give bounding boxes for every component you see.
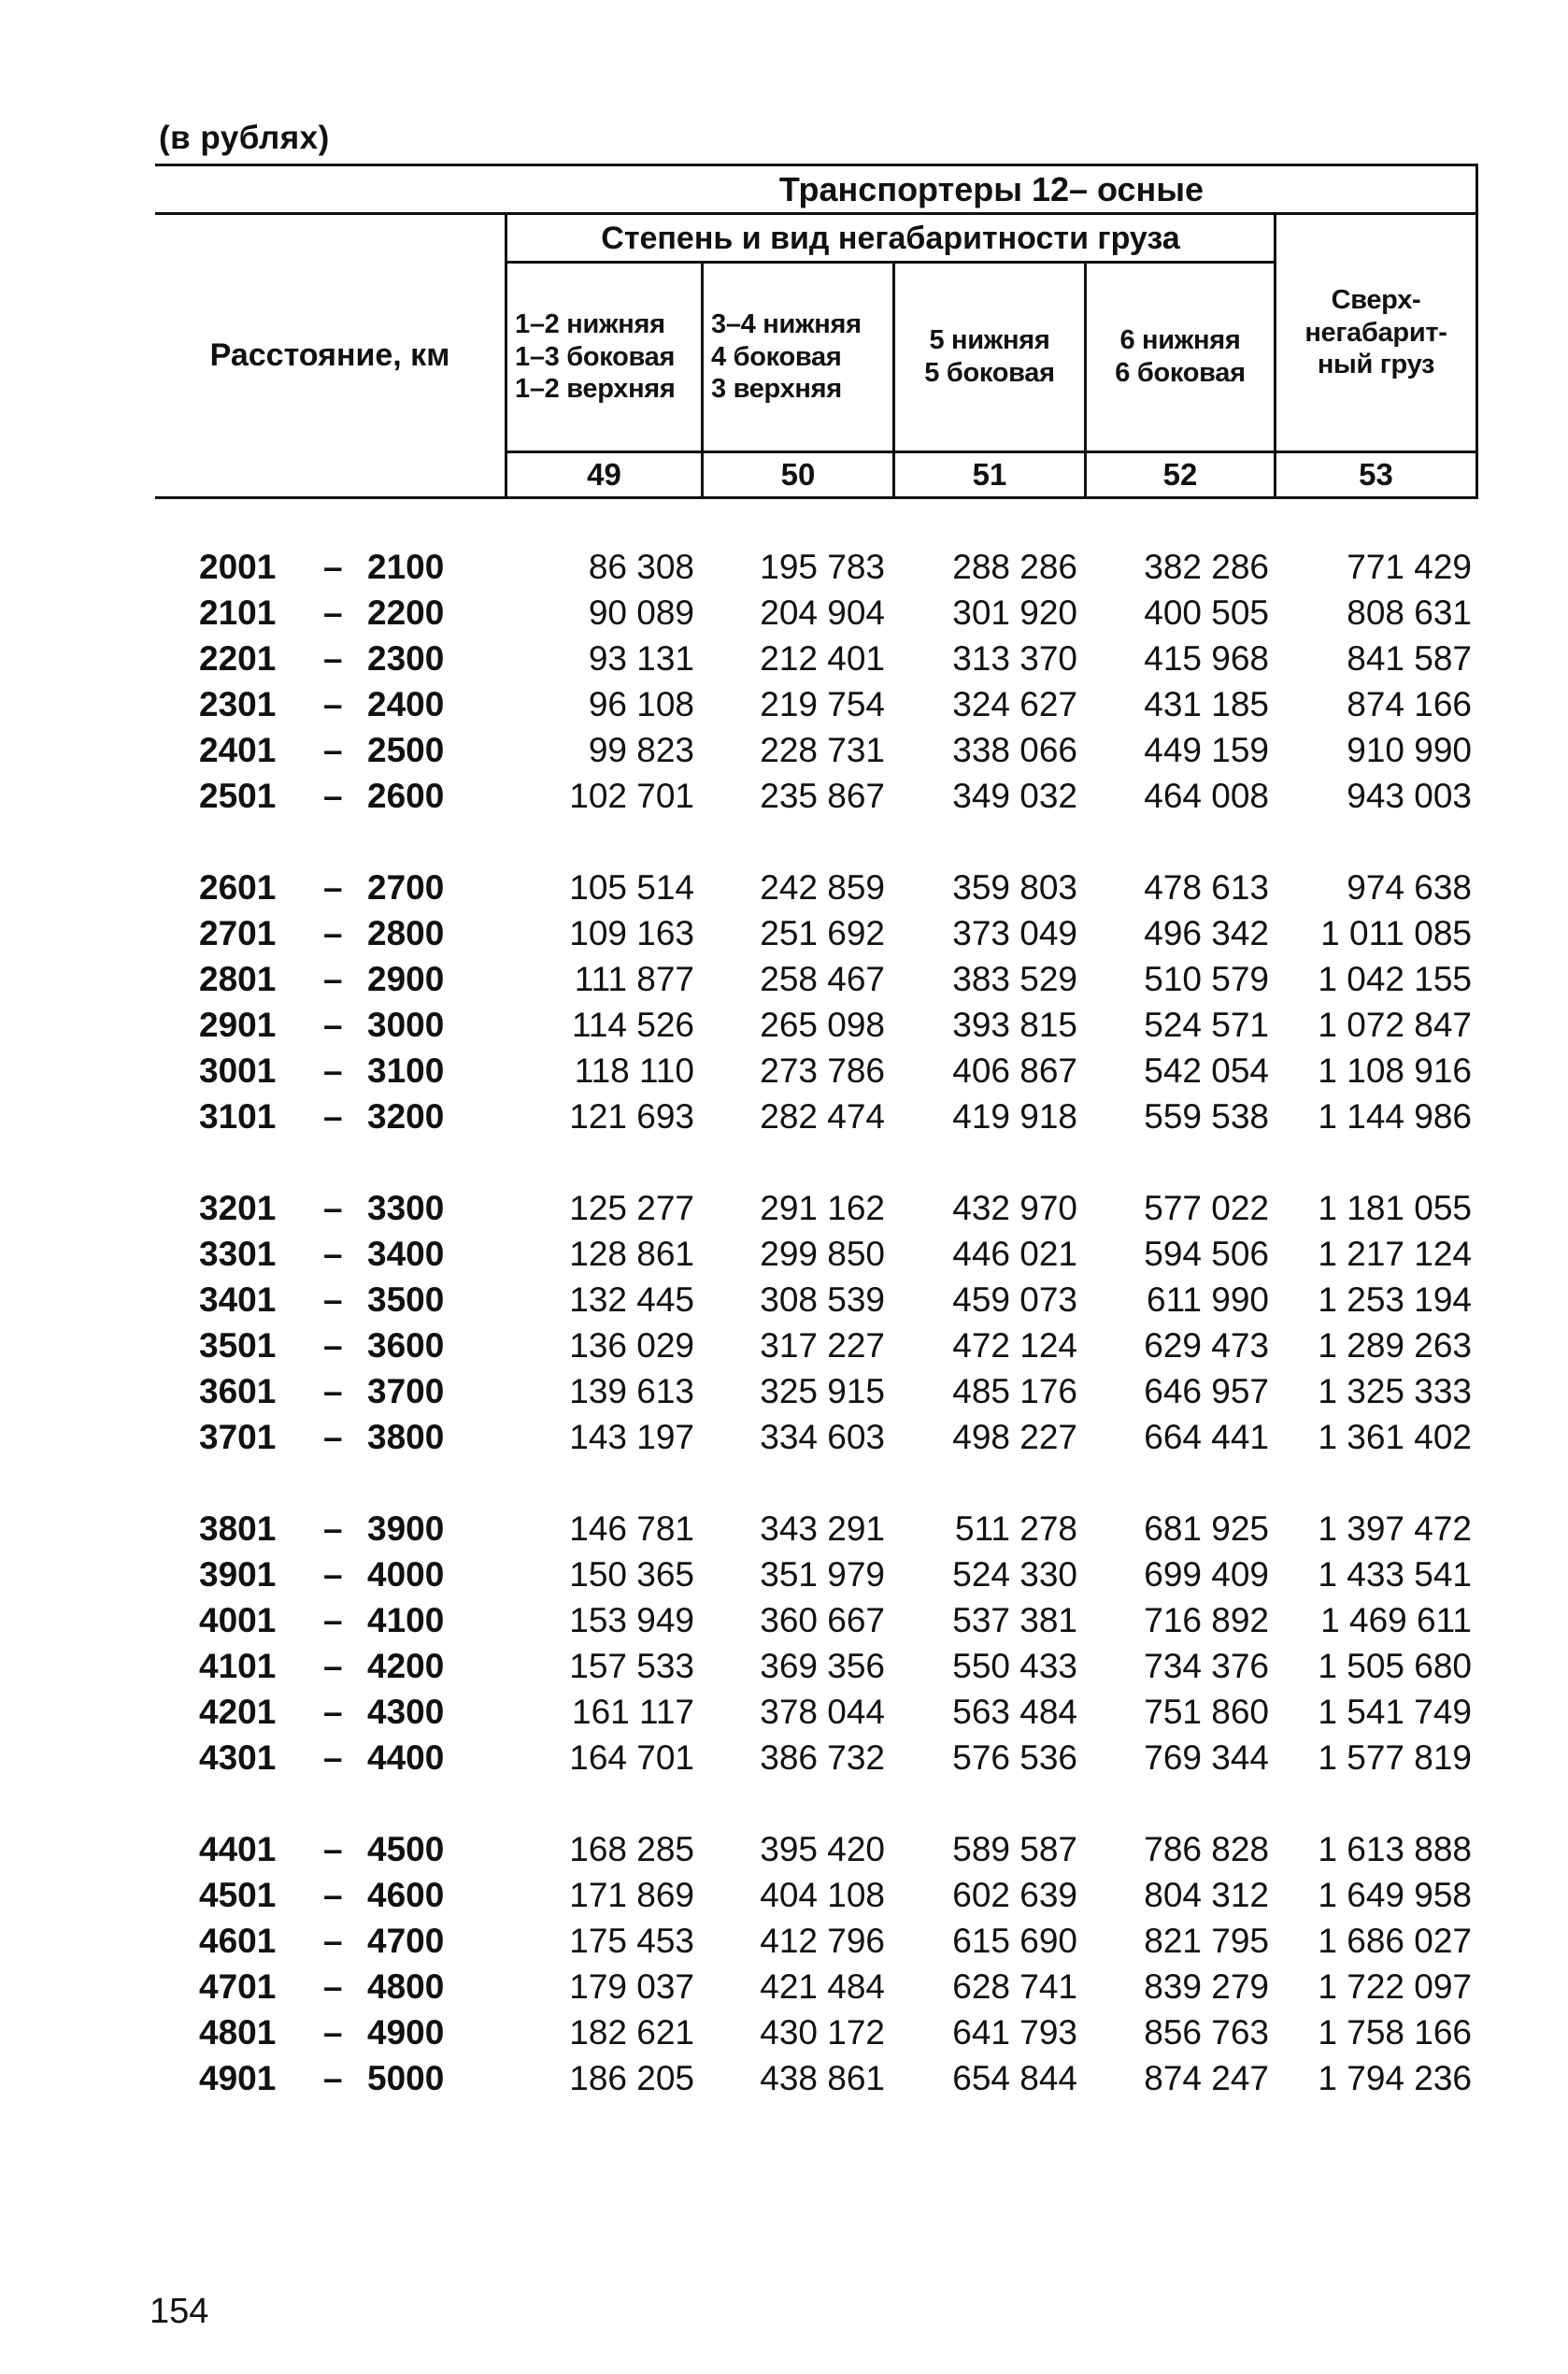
distance-from: 2601 <box>199 868 277 907</box>
tariff-cell-50: 421 484 <box>760 1967 885 2006</box>
tariff-cell-53: 874 166 <box>1347 685 1472 723</box>
distance-to: 2200 <box>367 594 445 632</box>
tariff-cell-53: 1 325 333 <box>1318 1372 1472 1410</box>
distance-from: 3101 <box>199 1097 277 1136</box>
distance-to: 4500 <box>367 1830 445 1868</box>
tariff-cell-51: 537 381 <box>952 1601 1077 1639</box>
distance-dash: – <box>323 1326 343 1365</box>
distance-from: 3501 <box>199 1326 277 1365</box>
distance-to: 4000 <box>367 1555 445 1594</box>
tariff-cell-53: 1 505 680 <box>1318 1647 1472 1685</box>
tariff-cell-51: 485 176 <box>952 1372 1077 1410</box>
distance-dash: – <box>323 777 343 815</box>
tariff-cell-49: 128 861 <box>569 1235 694 1273</box>
distance-from: 4601 <box>199 1922 277 1960</box>
tariff-cell-52: 400 505 <box>1144 594 1269 632</box>
distance-header: Расстояние, км <box>209 337 450 374</box>
tariff-cell-51: 602 639 <box>952 1876 1077 1914</box>
table-row <box>0 865 1568 910</box>
tariff-cell-52: 415 968 <box>1144 639 1269 678</box>
tariff-cell-53: 1 649 958 <box>1318 1876 1472 1914</box>
tariff-cell-53: 1 469 611 <box>1320 1601 1472 1639</box>
distance-dash: – <box>323 960 343 998</box>
tariff-cell-53: 1 722 097 <box>1318 1967 1472 2006</box>
tariff-cell-51: 472 124 <box>952 1326 1077 1365</box>
tariff-cell-50: 265 098 <box>760 1006 885 1044</box>
tariff-cell-51: 288 286 <box>952 548 1077 586</box>
table-row <box>0 1368 1568 1414</box>
tariff-cell-51: 324 627 <box>952 685 1077 723</box>
table-row <box>0 544 1568 590</box>
distance-from: 3401 <box>199 1280 277 1319</box>
tariff-cell-49: 93 131 <box>588 639 694 678</box>
distance-to: 4800 <box>367 1967 445 2006</box>
distance-from: 2001 <box>199 548 277 586</box>
tariff-cell-52: 664 441 <box>1144 1418 1269 1456</box>
tariff-cell-50: 438 861 <box>760 2059 885 2097</box>
tariff-cell-53: 1 433 541 <box>1318 1555 1472 1594</box>
table-row <box>0 681 1568 727</box>
tariff-cell-52: 804 312 <box>1144 1876 1269 1914</box>
distance-from: 4101 <box>199 1647 277 1685</box>
tariff-cell-49: 139 613 <box>569 1372 694 1410</box>
distance-to: 4700 <box>367 1922 445 1960</box>
distance-to: 4300 <box>367 1693 445 1731</box>
distance-from: 4701 <box>199 1967 277 2006</box>
tariff-cell-50: 360 667 <box>760 1601 885 1639</box>
tariff-cell-53: 1 397 472 <box>1318 1509 1472 1548</box>
tariff-cell-50: 251 692 <box>760 914 885 952</box>
distance-to: 3000 <box>367 1006 445 1044</box>
tariff-cell-51: 349 032 <box>952 777 1077 815</box>
distance-dash: – <box>323 1509 343 1548</box>
tariff-cell-50: 235 867 <box>760 777 885 815</box>
distance-dash: – <box>323 685 343 723</box>
table-row <box>0 1094 1568 1139</box>
table-row <box>0 590 1568 636</box>
distance-to: 3900 <box>367 1509 445 1548</box>
tariff-cell-52: 496 342 <box>1144 914 1269 952</box>
tariff-cell-53: 1 686 027 <box>1318 1922 1472 1960</box>
distance-from: 2301 <box>199 685 277 723</box>
tariff-cell-49: 164 701 <box>569 1738 694 1777</box>
distance-from: 2801 <box>199 960 277 998</box>
tariff-cell-51: 419 918 <box>952 1097 1077 1136</box>
distance-to: 4900 <box>367 2013 445 2052</box>
distance-to: 3400 <box>367 1235 445 1273</box>
column-number-50: 50 <box>780 457 816 493</box>
tariff-cell-49: 125 277 <box>569 1189 694 1227</box>
distance-from: 3801 <box>199 1509 277 1548</box>
tariff-cell-49: 86 308 <box>588 548 694 586</box>
tariff-cell-49: 105 514 <box>569 868 694 907</box>
table-row <box>0 1048 1568 1094</box>
distance-from: 4501 <box>199 1876 277 1914</box>
distance-to: 5000 <box>367 2059 445 2097</box>
tariff-cell-50: 395 420 <box>760 1830 885 1868</box>
tariff-cell-50: 291 162 <box>760 1189 885 1227</box>
tariff-cell-52: 734 376 <box>1144 1647 1269 1685</box>
tariff-cell-52: 382 286 <box>1144 548 1269 586</box>
tariff-cell-50: 378 044 <box>760 1693 885 1731</box>
tariff-cell-53: 1 042 155 <box>1318 960 1472 998</box>
tariff-cell-53: 1 613 888 <box>1318 1830 1472 1868</box>
tariff-cell-53: 1 181 055 <box>1318 1189 1472 1227</box>
tariff-cell-49: 179 037 <box>569 1967 694 2006</box>
distance-from: 4301 <box>199 1738 277 1777</box>
tariff-cell-49: 168 285 <box>569 1830 694 1868</box>
tariff-cell-52: 594 506 <box>1144 1235 1269 1273</box>
tariff-cell-51: 628 741 <box>952 1967 1077 2006</box>
distance-dash: – <box>323 914 343 952</box>
tariff-cell-50: 258 467 <box>760 960 885 998</box>
tariff-cell-53: 943 003 <box>1347 777 1472 815</box>
tariff-cell-49: 161 117 <box>572 1693 694 1731</box>
tariff-cell-51: 432 970 <box>952 1189 1077 1227</box>
tariff-cell-52: 510 579 <box>1144 960 1269 998</box>
distance-from: 4001 <box>199 1601 277 1639</box>
table-row <box>0 773 1568 819</box>
distance-to: 2700 <box>367 868 445 907</box>
distance-dash: – <box>323 731 343 769</box>
tariff-cell-51: 459 073 <box>952 1280 1077 1319</box>
distance-dash: – <box>323 1235 343 1273</box>
tariff-cell-49: 175 453 <box>569 1922 694 1960</box>
tariff-cell-52: 874 247 <box>1144 2059 1269 2097</box>
tariff-cell-52: 559 538 <box>1144 1097 1269 1136</box>
column-header-49: 1–2 нижняя 1–3 боковая 1–2 верхняя <box>515 308 676 405</box>
tariff-cell-53: 910 990 <box>1347 731 1472 769</box>
tariff-cell-50: 308 539 <box>760 1280 885 1319</box>
distance-to: 3700 <box>367 1372 445 1410</box>
distance-dash: – <box>323 1738 343 1777</box>
table-row <box>0 2009 1568 2055</box>
tariff-cell-51: 383 529 <box>952 960 1077 998</box>
distance-to: 4600 <box>367 1876 445 1914</box>
page-number: 154 <box>150 2292 209 2331</box>
distance-from: 2501 <box>199 777 277 815</box>
tariff-cell-49: 96 108 <box>588 685 694 723</box>
distance-dash: – <box>323 1372 343 1410</box>
tariff-cell-53: 1 253 194 <box>1318 1280 1472 1319</box>
tariff-cell-51: 563 484 <box>952 1693 1077 1731</box>
tariff-cell-50: 334 603 <box>760 1418 885 1456</box>
distance-from: 3601 <box>199 1372 277 1410</box>
distance-from: 4901 <box>199 2059 277 2097</box>
distance-dash: – <box>323 1876 343 1914</box>
tariff-cell-51: 654 844 <box>952 2059 1077 2097</box>
tariff-cell-53: 1 758 166 <box>1318 2013 1472 2052</box>
distance-to: 3200 <box>367 1097 445 1136</box>
table-row <box>0 1506 1568 1552</box>
tariff-cell-53: 1 541 749 <box>1318 1693 1472 1731</box>
table-row <box>0 1185 1568 1231</box>
distance-dash: – <box>323 1189 343 1227</box>
column-number-49: 49 <box>587 457 621 493</box>
distance-dash: – <box>323 639 343 678</box>
tariff-cell-49: 118 110 <box>574 1051 694 1090</box>
tariff-cell-51: 498 227 <box>952 1418 1077 1456</box>
distance-from: 3301 <box>199 1235 277 1273</box>
tariff-cell-53: 1 289 263 <box>1318 1326 1472 1365</box>
tariff-cell-50: 204 904 <box>760 594 885 632</box>
distance-to: 4100 <box>367 1601 445 1639</box>
tariff-cell-50: 242 859 <box>760 868 885 907</box>
tariff-cell-51: 511 278 <box>955 1509 1077 1548</box>
tariff-cell-52: 449 159 <box>1144 731 1269 769</box>
distance-from: 2201 <box>199 639 277 678</box>
distance-to: 3100 <box>367 1051 445 1090</box>
distance-to: 4400 <box>367 1738 445 1777</box>
table-row <box>0 1872 1568 1918</box>
distance-to: 2800 <box>367 914 445 952</box>
distance-dash: – <box>323 1967 343 2006</box>
tariff-cell-52: 839 279 <box>1144 1967 1269 2006</box>
distance-to: 2300 <box>367 639 445 678</box>
distance-dash: – <box>323 1418 343 1456</box>
tariff-cell-49: 121 693 <box>569 1097 694 1136</box>
tariff-cell-52: 821 795 <box>1144 1922 1269 1960</box>
tariff-cell-49: 150 365 <box>569 1555 694 1594</box>
table-row <box>0 1552 1568 1597</box>
tariff-cell-50: 351 979 <box>760 1555 885 1594</box>
distance-to: 2500 <box>367 731 445 769</box>
table-row <box>0 1643 1568 1689</box>
distance-dash: – <box>323 1051 343 1090</box>
tariff-cell-52: 769 344 <box>1144 1738 1269 1777</box>
tariff-cell-51: 313 370 <box>952 639 1077 678</box>
tariff-cell-51: 373 049 <box>952 914 1077 952</box>
distance-to: 3500 <box>367 1280 445 1319</box>
tariff-cell-53: 1 361 402 <box>1318 1418 1472 1456</box>
distance-dash: – <box>323 868 343 907</box>
tariff-cell-50: 343 291 <box>760 1509 885 1548</box>
tariff-cell-50: 386 732 <box>760 1738 885 1777</box>
table-row <box>0 727 1568 773</box>
tariff-cell-49: 111 877 <box>574 960 694 998</box>
tariff-cell-52: 681 925 <box>1144 1509 1269 1548</box>
tariff-cell-49: 186 205 <box>569 2059 694 2097</box>
distance-from: 2701 <box>199 914 277 952</box>
distance-from: 2401 <box>199 731 277 769</box>
table-title: Транспортеры 12– осные <box>778 170 1205 209</box>
distance-dash: – <box>323 1693 343 1731</box>
tariff-cell-50: 369 356 <box>760 1647 885 1685</box>
tariff-cell-51: 393 815 <box>952 1006 1077 1044</box>
distance-dash: – <box>323 548 343 586</box>
tariff-cell-50: 282 474 <box>760 1097 885 1136</box>
rule-bottom <box>155 496 1478 499</box>
distance-dash: – <box>323 1006 343 1044</box>
column-number-52: 52 <box>1162 457 1198 493</box>
table-row <box>0 910 1568 956</box>
distance-from: 2101 <box>199 594 277 632</box>
tariff-cell-50: 412 796 <box>760 1922 885 1960</box>
tariff-cell-51: 338 066 <box>952 731 1077 769</box>
distance-to: 4200 <box>367 1647 445 1685</box>
tariff-cell-52: 464 008 <box>1144 777 1269 815</box>
distance-to: 3800 <box>367 1418 445 1456</box>
tariff-cell-52: 431 185 <box>1144 685 1269 723</box>
tariff-cell-49: 109 163 <box>569 914 694 952</box>
table-row <box>0 1231 1568 1277</box>
tariff-cell-52: 786 828 <box>1144 1830 1269 1868</box>
tariff-cell-50: 212 401 <box>760 639 885 678</box>
distance-dash: – <box>323 1280 343 1319</box>
tariff-cell-49: 182 621 <box>569 2013 694 2052</box>
tariff-cell-53: 974 638 <box>1347 868 1472 907</box>
tariff-cell-49: 157 533 <box>569 1647 694 1685</box>
tariff-cell-51: 301 920 <box>952 594 1077 632</box>
tariff-cell-53: 1 108 916 <box>1318 1051 1472 1090</box>
tariff-cell-53: 1 072 847 <box>1318 1006 1472 1044</box>
column-header-53: Сверх- негабарит- ный груз <box>1304 284 1447 380</box>
column-header-50: 3–4 нижняя 4 боковая 3 верхняя <box>711 308 862 405</box>
tariff-cell-51: 359 803 <box>952 868 1077 907</box>
tariff-cell-50: 219 754 <box>760 685 885 723</box>
tariff-cell-49: 146 781 <box>569 1509 694 1548</box>
tariff-cell-50: 404 108 <box>760 1876 885 1914</box>
distance-to: 3300 <box>367 1189 445 1227</box>
column-number-51: 51 <box>972 457 1007 493</box>
tariff-cell-49: 132 445 <box>569 1280 694 1319</box>
tariff-cell-53: 808 631 <box>1347 594 1472 632</box>
tariff-cell-49: 153 949 <box>569 1601 694 1639</box>
distance-to: 3600 <box>367 1326 445 1365</box>
distance-from: 4401 <box>199 1830 277 1868</box>
table-subtitle: Степень и вид негабаритности груза <box>601 220 1180 256</box>
distance-to: 2100 <box>367 548 445 586</box>
tariff-cell-51: 446 021 <box>952 1235 1077 1273</box>
tariff-cell-52: 577 022 <box>1144 1189 1269 1227</box>
tariff-cell-52: 524 571 <box>1144 1006 1269 1044</box>
distance-to: 2400 <box>367 685 445 723</box>
tariff-cell-51: 406 867 <box>952 1051 1077 1090</box>
table-row <box>0 1689 1568 1735</box>
table-row <box>0 1735 1568 1780</box>
distance-dash: – <box>323 2013 343 2052</box>
tariff-cell-50: 195 783 <box>760 548 885 586</box>
tariff-cell-50: 273 786 <box>760 1051 885 1090</box>
table-row <box>0 1964 1568 2009</box>
distance-from: 3201 <box>199 1189 277 1227</box>
tariff-cell-50: 299 850 <box>760 1235 885 1273</box>
tariff-cell-49: 143 197 <box>569 1418 694 1456</box>
tariff-cell-51: 550 433 <box>952 1647 1077 1685</box>
tariff-cell-51: 615 690 <box>952 1922 1077 1960</box>
column-number-53: 53 <box>1359 457 1393 493</box>
rule-right-outer <box>1475 164 1478 498</box>
tariff-cell-49: 99 823 <box>588 731 694 769</box>
table-row <box>0 1002 1568 1048</box>
tariff-cell-53: 1 794 236 <box>1318 2059 1472 2097</box>
distance-from: 4201 <box>199 1693 277 1731</box>
distance-from: 3001 <box>199 1051 277 1090</box>
tariff-cell-49: 90 089 <box>588 594 694 632</box>
tariff-cell-52: 611 990 <box>1147 1280 1269 1319</box>
tariff-cell-52: 542 054 <box>1144 1051 1269 1090</box>
distance-dash: – <box>323 1097 343 1136</box>
distance-dash: – <box>323 594 343 632</box>
tariff-cell-53: 1 144 986 <box>1318 1097 1472 1136</box>
tariff-cell-52: 856 763 <box>1144 2013 1269 2052</box>
tariff-cell-52: 699 409 <box>1144 1555 1269 1594</box>
distance-dash: – <box>323 1830 343 1868</box>
distance-from: 3701 <box>199 1418 277 1456</box>
tariff-cell-53: 771 429 <box>1347 548 1472 586</box>
tariff-cell-51: 641 793 <box>952 2013 1077 2052</box>
tariff-cell-50: 325 915 <box>760 1372 885 1410</box>
tariff-cell-53: 841 587 <box>1347 639 1472 678</box>
distance-dash: – <box>323 1555 343 1594</box>
distance-dash: – <box>323 1647 343 1685</box>
tariff-cell-52: 629 473 <box>1144 1326 1269 1365</box>
distance-dash: – <box>323 1601 343 1639</box>
tariff-cell-52: 716 892 <box>1144 1601 1269 1639</box>
table-row <box>0 1597 1568 1643</box>
tariff-cell-53: 1 217 124 <box>1318 1235 1472 1273</box>
distance-dash: – <box>323 2059 343 2097</box>
tariff-cell-49: 102 701 <box>569 777 694 815</box>
distance-from: 4801 <box>199 2013 277 2052</box>
distance-from: 2901 <box>199 1006 277 1044</box>
table-row <box>0 956 1568 1002</box>
table-row <box>0 1414 1568 1460</box>
tariff-cell-49: 171 869 <box>569 1876 694 1914</box>
tariff-cell-52: 646 957 <box>1144 1372 1269 1410</box>
table-row <box>0 636 1568 681</box>
table-row <box>0 2055 1568 2101</box>
distance-to: 2600 <box>367 777 445 815</box>
table-row <box>0 1918 1568 1964</box>
column-header-52: 6 нижняя 6 боковая <box>1115 325 1246 388</box>
table-row <box>0 1826 1568 1872</box>
tariff-cell-49: 114 526 <box>572 1006 694 1044</box>
tariff-cell-49: 136 029 <box>569 1326 694 1365</box>
tariff-cell-52: 478 613 <box>1144 868 1269 907</box>
table-row <box>0 1277 1568 1323</box>
tariff-cell-52: 751 860 <box>1144 1693 1269 1731</box>
column-header-51: 5 нижняя 5 боковая <box>924 325 1055 388</box>
unit-caption: (в рублях) <box>159 120 330 156</box>
tariff-cell-51: 524 330 <box>952 1555 1077 1594</box>
distance-to: 2900 <box>367 960 445 998</box>
tariff-cell-53: 1 577 819 <box>1318 1738 1472 1777</box>
tariff-cell-51: 589 587 <box>952 1830 1077 1868</box>
tariff-cell-50: 228 731 <box>760 731 885 769</box>
table-row <box>0 1323 1568 1368</box>
distance-dash: – <box>323 1922 343 1960</box>
tariff-cell-53: 1 011 085 <box>1320 914 1472 952</box>
tariff-cell-50: 317 227 <box>760 1326 885 1365</box>
tariff-cell-51: 576 536 <box>952 1738 1077 1777</box>
tariff-cell-50: 430 172 <box>760 2013 885 2052</box>
distance-from: 3901 <box>199 1555 277 1594</box>
